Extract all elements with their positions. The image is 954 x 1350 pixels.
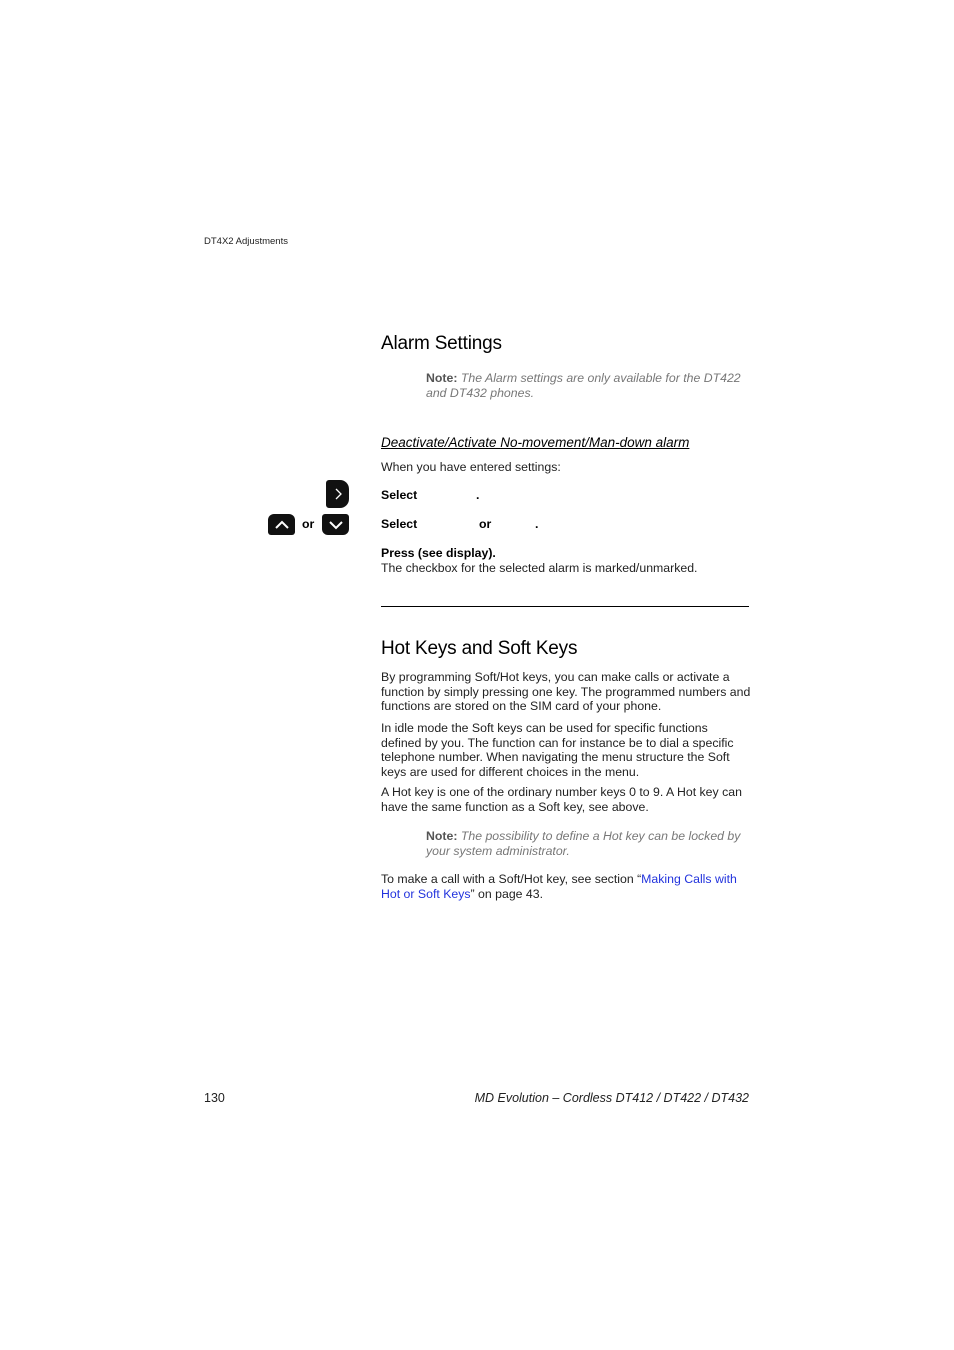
making-calls-link[interactable]: Making Calls with Hot or Soft Keys (381, 872, 737, 901)
note-label: Note: (426, 371, 458, 385)
note-text: The possibility to define a Hot key can be locked by your system administrator. (426, 829, 741, 858)
note-text: The Alarm settings are only available for the DT422 and DT432 phones. (426, 371, 741, 400)
hotkeys-note (426, 829, 751, 859)
step3-result: The checkbox for the selected alarm is marked/unmarked. (381, 561, 698, 575)
section-title-hot-soft-keys: Hot Keys and Soft Keys (381, 638, 578, 659)
up-key (268, 514, 295, 535)
step1-dot: . (476, 488, 480, 502)
keys-or: or (302, 517, 315, 531)
document-title: MD Evolution – Cordless DT412 / DT422 / DT432 (474, 1091, 749, 1105)
hotkeys-paragraph-1: By programming Soft/Hot keys, you can make calls or activate a function by simply pressing one key. The programmed numbers and functions are stored on the SIM card of your phone. (381, 670, 751, 713)
step2-select: Select (381, 517, 418, 531)
step3-press: Press (see display). (381, 546, 496, 560)
chevron-right-icon (333, 488, 343, 500)
running-header: DT4X2 Adjustments (204, 236, 288, 247)
note-label: Note: (426, 829, 458, 843)
subheading-deactivate-alarm: Deactivate/Activate No-movement/Man-down alarm (381, 435, 690, 450)
hotkeys-paragraph-2: In idle mode the Soft keys can be used for specific functions defined by you. The function can for instance be to dial a specific telephone number. When navigating the menu structure the Soft keys are used for different choices in the menu. (381, 721, 734, 779)
step2-or: or (479, 517, 492, 531)
cross-reference (381, 872, 751, 901)
down-key (322, 514, 349, 535)
section-title-alarm-settings: Alarm Settings (381, 333, 502, 354)
step2-dot: . (535, 517, 539, 531)
reference-text-after: ” on page 43. (470, 886, 544, 901)
alarm-note (426, 371, 751, 401)
section-divider (381, 606, 749, 607)
step1-select: Select (381, 488, 418, 502)
chevron-down-icon (328, 520, 344, 530)
hotkeys-paragraph-3: A Hot key is one of the ordinary number keys 0 to 9. A Hot key can have the same function as a Soft key, see above. (381, 785, 742, 814)
chevron-up-icon (274, 520, 290, 530)
right-soft-key (326, 480, 349, 508)
intro-text: When you have entered settings: (381, 460, 561, 474)
reference-text-before: To make a call with a Soft/Hot key, see section “ (381, 872, 642, 886)
page-number: 130 (204, 1091, 225, 1105)
